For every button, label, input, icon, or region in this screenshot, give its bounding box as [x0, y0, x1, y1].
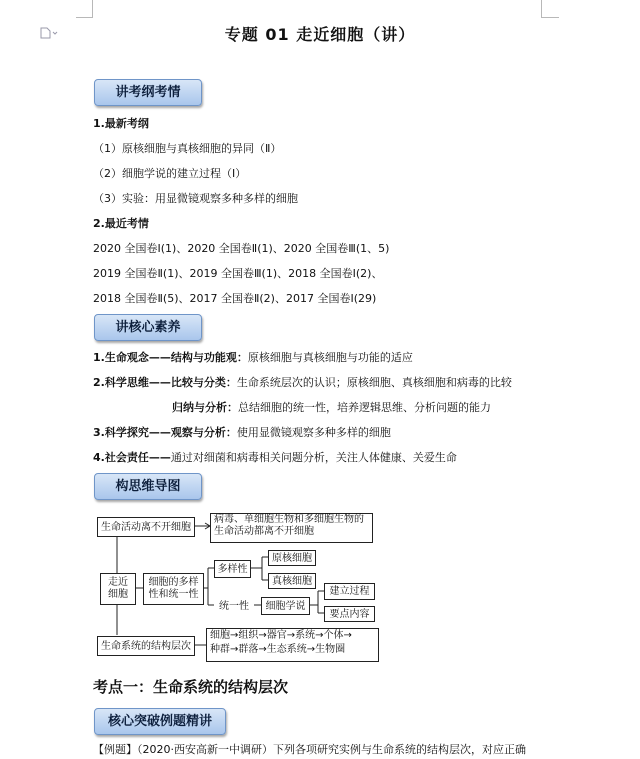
badge-mind-map: 构思维导图	[94, 473, 202, 500]
literacy-text: 生命系统层次的认识；原核细胞、真核细胞和病毒的比较	[236, 376, 512, 389]
literacy-text: 通过对细菌和病毒相关问题分析，关注人体健康、关爱生命	[170, 451, 457, 464]
recent-exam-line: 2019 全国卷Ⅱ(1)、2019 全国卷Ⅲ(1)、2018 全国卷Ⅰ(2)、	[93, 267, 383, 280]
box-eukaryote: 真核细胞	[268, 573, 316, 589]
badge-exam-outline: 讲考纲考情	[94, 79, 202, 106]
outline-heading: 1.最新考纲	[93, 117, 149, 130]
page-title: 专题 01 走近细胞（讲）	[224, 25, 416, 44]
box-key-points: 要点内容	[324, 606, 375, 622]
example-text: 【例题】（2020·西安高新一中调研）下列各项研究实例与生命系统的结构层次，对应正确	[93, 743, 526, 756]
box-levels-chain	[206, 628, 379, 662]
topic-heading: 考点一：生命系统的结构层次	[93, 678, 289, 696]
box-prokaryote: 原核细胞	[268, 550, 316, 566]
virus-note-line: 病毒、单细胞生物和多细胞生物的	[214, 514, 364, 525]
levels-chain-line: 种群→群落→生态系统→生物圈	[210, 644, 346, 655]
literacy-label: 2.科学思维——比较与分类：	[93, 376, 237, 389]
levels-chain-line: 细胞→组织→器官→系统→个体→	[210, 630, 352, 641]
box-diversity-unity	[143, 573, 204, 605]
diversity-unity-line: 细胞的多样	[148, 577, 199, 588]
literacy-label: 1.生命观念——结构与功能观：	[93, 351, 248, 364]
outline-item: （3）实验：用显微镜观察多种多样的细胞	[93, 192, 298, 205]
literacy-label: 归纳与分析：	[172, 401, 238, 414]
literacy-label: 4.社会责任——	[93, 451, 171, 464]
literacy-text: 原核细胞与真核细胞与功能的适应	[247, 351, 413, 364]
recent-exam-line: 2020 全国卷Ⅰ(1)、2020 全国卷Ⅱ(1)、2020 全国卷Ⅲ(1、5)	[93, 242, 390, 255]
diversity-unity-line: 性和统一性	[148, 589, 199, 600]
label-unity: 统一性	[214, 598, 254, 614]
literacy-text: 使用显微镜观察多种多样的细胞	[236, 426, 391, 439]
virus-note-line: 生命活动都离不开细胞	[214, 526, 314, 537]
box-levels: 生命系统的结构层次	[97, 636, 195, 656]
outline-item: （1）原核细胞与真核细胞的异同（Ⅱ）	[93, 142, 282, 155]
box-diversity: 多样性	[214, 560, 251, 578]
box-establishment: 建立过程	[324, 583, 375, 600]
box-virus-note	[210, 513, 373, 543]
outline-item: （2）细胞学说的建立过程（Ⅰ）	[93, 167, 247, 180]
literacy-text: 总结细胞的统一性，培养逻辑思维、分析问题的能力	[238, 401, 491, 414]
box-cell-theory: 细胞学说	[261, 597, 310, 615]
recent-heading: 2.最近考情	[93, 217, 149, 230]
center-line: 细胞	[108, 589, 128, 600]
literacy-label: 3.科学探究——观察与分析：	[93, 426, 237, 439]
recent-exam-line: 2018 全国卷Ⅱ(5)、2017 全国卷Ⅱ(2)、2017 全国卷Ⅰ(29)	[93, 292, 377, 305]
badge-examples: 核心突破例题精讲	[94, 708, 226, 735]
badge-core-literacy: 讲核心素养	[94, 314, 202, 341]
center-line: 走近	[108, 577, 128, 588]
box-center-topic	[100, 573, 136, 605]
box-life-depends-on-cells: 生命活动离不开细胞	[97, 517, 195, 537]
